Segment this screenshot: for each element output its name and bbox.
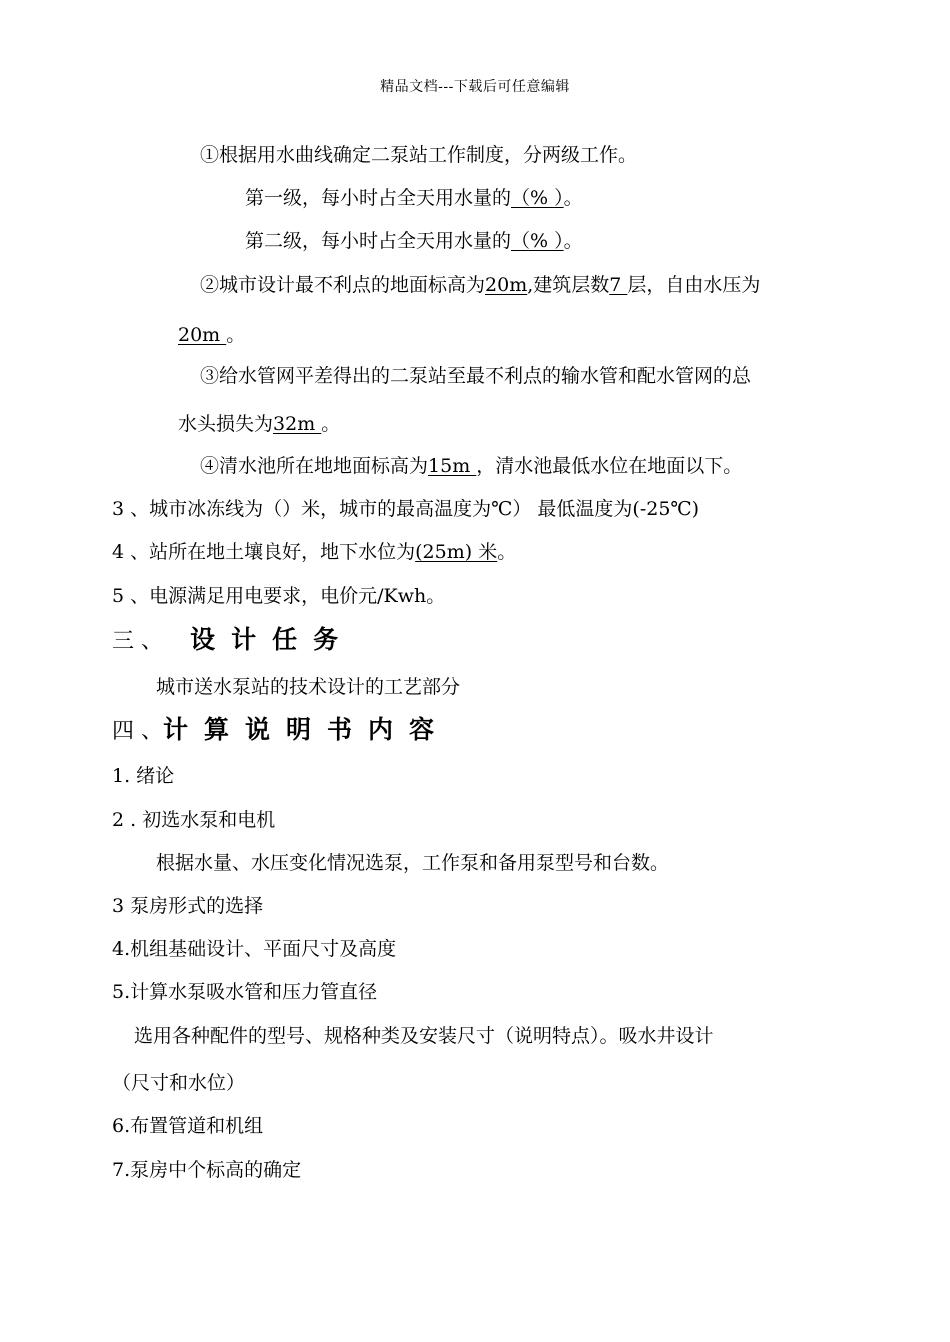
- condition-1-level-1: [245, 186, 583, 210]
- list-item: 6.布置管道和机组: [112, 1115, 264, 1137]
- item-3-climate: 3 、城市冰冻线为（）米，城市的最高温度为℃） 最低温度为(-25℃): [112, 498, 700, 520]
- text: 。: [497, 541, 517, 563]
- text: ④清水池所在地地面标高为: [200, 455, 429, 477]
- text: ②城市设计最不利点的地面标高为: [200, 274, 486, 296]
- blank-value: （% ）: [511, 230, 564, 252]
- list-item: 2 . 初选水泵和电机: [112, 809, 276, 831]
- text: 层，自由水压为: [627, 274, 761, 296]
- section-3-body: 城市送水泵站的技术设计的工艺部分: [156, 676, 461, 698]
- list-item: 5.计算水泵吸水管和压力管直径: [112, 981, 378, 1003]
- text: 第一级，每小时占全天用水量的: [245, 187, 512, 209]
- head-loss-value: 32m: [273, 413, 322, 435]
- section-4-heading: [112, 714, 450, 749]
- list-item: 1. 绪论: [112, 765, 175, 787]
- section-title: 计算说明书内容: [163, 715, 451, 744]
- text: ，清水池最低水位在地面以下。: [476, 455, 743, 477]
- condition-4: [200, 454, 742, 478]
- item-4-soil: [112, 540, 516, 564]
- text: 第二级，每小时占全天用水量的: [245, 230, 512, 252]
- list-item: 根据水量、水压变化情况选泵，工作泵和备用泵型号和台数。: [156, 852, 670, 874]
- floors-value: 7: [609, 274, 628, 296]
- condition-3-cont: [178, 412, 340, 436]
- free-pressure-value: 20m: [178, 324, 227, 346]
- ground-elevation-value: 20m: [485, 274, 528, 296]
- text: 。: [563, 230, 583, 252]
- text: 。: [226, 324, 246, 346]
- condition-2-cont: [178, 323, 245, 347]
- list-item: 选用各种配件的型号、规格种类及安装尺寸（说明特点）。吸水井设计: [134, 1025, 714, 1047]
- section-3-heading: [112, 624, 354, 659]
- list-item: 4.机组基础设计、平面尺寸及高度: [112, 938, 397, 960]
- list-item: （尺寸和水位）: [112, 1072, 246, 1094]
- page-header: 精品文档---下载后可任意编辑: [380, 79, 570, 95]
- condition-1: ①根据用水曲线确定二泵站工作制度，分两级工作。: [200, 144, 638, 166]
- pool-elevation-value: 15m: [428, 455, 477, 477]
- section-number: 四 、: [112, 719, 163, 744]
- text: ,建筑层数: [527, 274, 610, 296]
- text: 4 、站所在地土壤良好，地下水位为: [112, 541, 416, 563]
- condition-1-level-2: [245, 229, 583, 253]
- item-5-power: 5 、电源满足用电要求，电价元/Kwh。: [112, 585, 446, 607]
- text: 。: [321, 413, 341, 435]
- condition-3: ③给水管网平差得出的二泵站至最不利点的输水管和配水管网的总: [200, 365, 752, 387]
- condition-2: [200, 273, 760, 297]
- text: 水头损失为: [178, 413, 274, 435]
- blank-value: （% ）: [511, 187, 564, 209]
- groundwater-value: (25m) 米: [415, 541, 498, 563]
- text: 。: [563, 187, 583, 209]
- list-item: 7.泵房中个标高的确定: [112, 1159, 302, 1181]
- section-number: 三 、: [112, 629, 163, 654]
- list-item: 3 泵房形式的选择: [112, 895, 264, 917]
- section-title: 设计任务: [190, 625, 355, 654]
